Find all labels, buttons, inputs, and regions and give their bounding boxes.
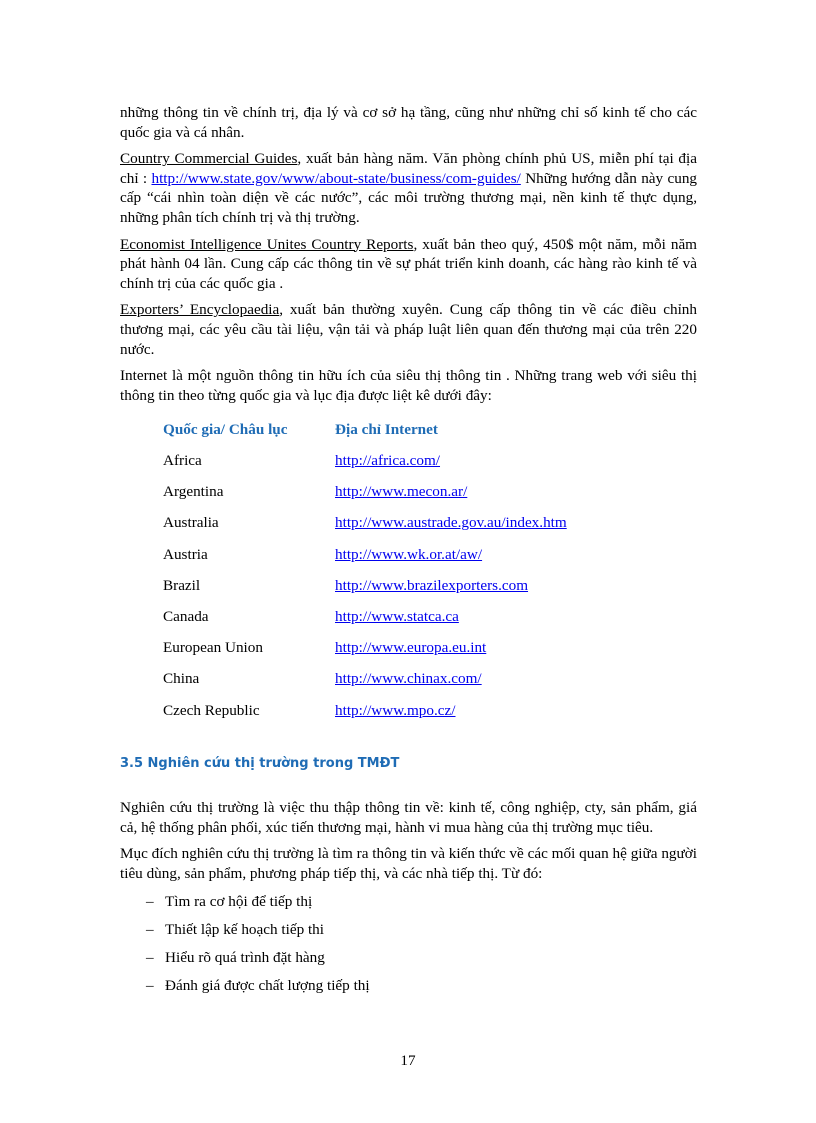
column-header-url: Địa chỉ Internet [335,420,438,438]
paragraph-purpose: Mục đích nghiên cứu thị trường là tìm ra thông tin và kiến thức về các mối quan hệ giữa người tiêu dùng, sản phẩm, phương pháp tiếp thị, và các nhà tiếp thị. Từ đó: [120,845,697,882]
table-row [163,570,567,601]
url-link[interactable]: http://africa.com/ [335,452,441,470]
purpose-list [120,888,697,1000]
country-cell: European Union [163,639,263,657]
country-cell: Canada [163,608,209,626]
table-row [163,601,567,632]
country-cell: China [163,670,200,688]
publication-title: Exporters’ Encyclopaedia [120,301,280,319]
paragraph-exporters [120,300,697,359]
list-item: – Tìm ra cơ hội để tiếp thị [120,888,697,916]
country-cell: Austria [163,545,208,563]
paragraph-text: , xuất bản hàng năm. Văn phòng chính phủ US, miễn phí tại địa chỉ : [120,150,697,187]
section-heading: 3.5 Nghiên cứu thị trường trong TMĐT [120,756,400,772]
url-link[interactable]: http://www.europa.eu.int [335,639,487,657]
table-row [163,477,567,508]
paragraph-market-research: Nghiên cứu thị trường là việc thu thập thông tin về: kinh tế, công nghiệp, cty, sản phẩm, giá cả, hệ thống phân phối, xúc tiến thương mại, hành vi mua hàng của thị trường mục tiêu. [120,799,697,836]
paragraph-country-commercial-guides [120,149,697,227]
paragraph-text: Những hướng dẫn này cung cấp “cái nhìn toàn diện về các nước”, các môi trường thương mại, nền kinh tế thực dụng, những phân tích chính trị và thị trường. [120,169,698,226]
country-cell: Australia [163,514,219,532]
country-cell: Czech Republic [163,701,260,719]
list-item: – Đánh giá được chất lượng tiếp thị [120,972,697,1000]
table-row [163,695,567,726]
table-row [163,539,567,570]
table-row [163,664,567,695]
page-content [120,103,697,1000]
paragraph-economist [120,235,697,294]
url-link[interactable]: http://www.mecon.ar/ [335,483,468,501]
table-row [163,633,567,664]
publication-title: Country Commercial Guides [120,150,298,168]
paragraph-text: , xuất bản thường xuyên. Cung cấp thông tin về các điều chỉnh thương mại, các yêu cầu tài liệu, vận tải và pháp luật liên quan đến thương mại của trên 220 nước. [120,301,697,358]
url-link[interactable]: http://www.statca.ca [335,608,459,626]
paragraph-intro: những thông tin về chính trị, địa lý và cơ sở hạ tầng, cũng như những chỉ số kinh tế cho các quốc gia và cá nhân. [120,104,697,141]
table-row [163,508,567,539]
url-link[interactable]: http://www.chinax.com/ [335,670,482,688]
country-url-table [163,414,567,726]
link-state-gov[interactable]: http://www.state.gov/www/about-state/business/com-guides/ [151,169,521,187]
url-link[interactable]: http://www.brazilexporters.com [335,576,529,594]
url-link[interactable]: http://www.mpo.cz/ [335,701,456,719]
table-header-row [163,414,567,445]
publication-title: Economist Intelligence Unites Country Reports [120,235,414,253]
table-row [163,446,567,477]
column-header-country: Quốc gia/ Châu lục [163,420,288,438]
country-cell: Argentina [163,483,224,501]
url-link[interactable]: http://www.wk.or.at/aw/ [335,545,483,563]
url-link[interactable]: http://www.austrade.gov.au/index.htm [335,514,567,532]
paragraph-text: , xuất bản theo quý, 450$ một năm, mỗi năm phát hành 04 lần. Cung cấp các thông tin về sự phát triển kinh doanh, các hàng rào kinh tế và chính trị của các quốc gia . [120,235,697,292]
page-number: 17 [400,1052,416,1069]
country-cell: Africa [163,452,202,470]
paragraph-internet: Internet là một nguồn thông tin hữu ích của siêu thị thông tin . Những trang web với siêu thị thông tin theo từng quốc gia và lục địa được liệt kê dưới đây: [120,367,697,404]
country-cell: Brazil [163,576,201,594]
list-item: – Hiểu rõ quá trình đặt hàng [120,944,697,972]
list-item: – Thiết lập kế hoạch tiếp thi [120,916,697,944]
